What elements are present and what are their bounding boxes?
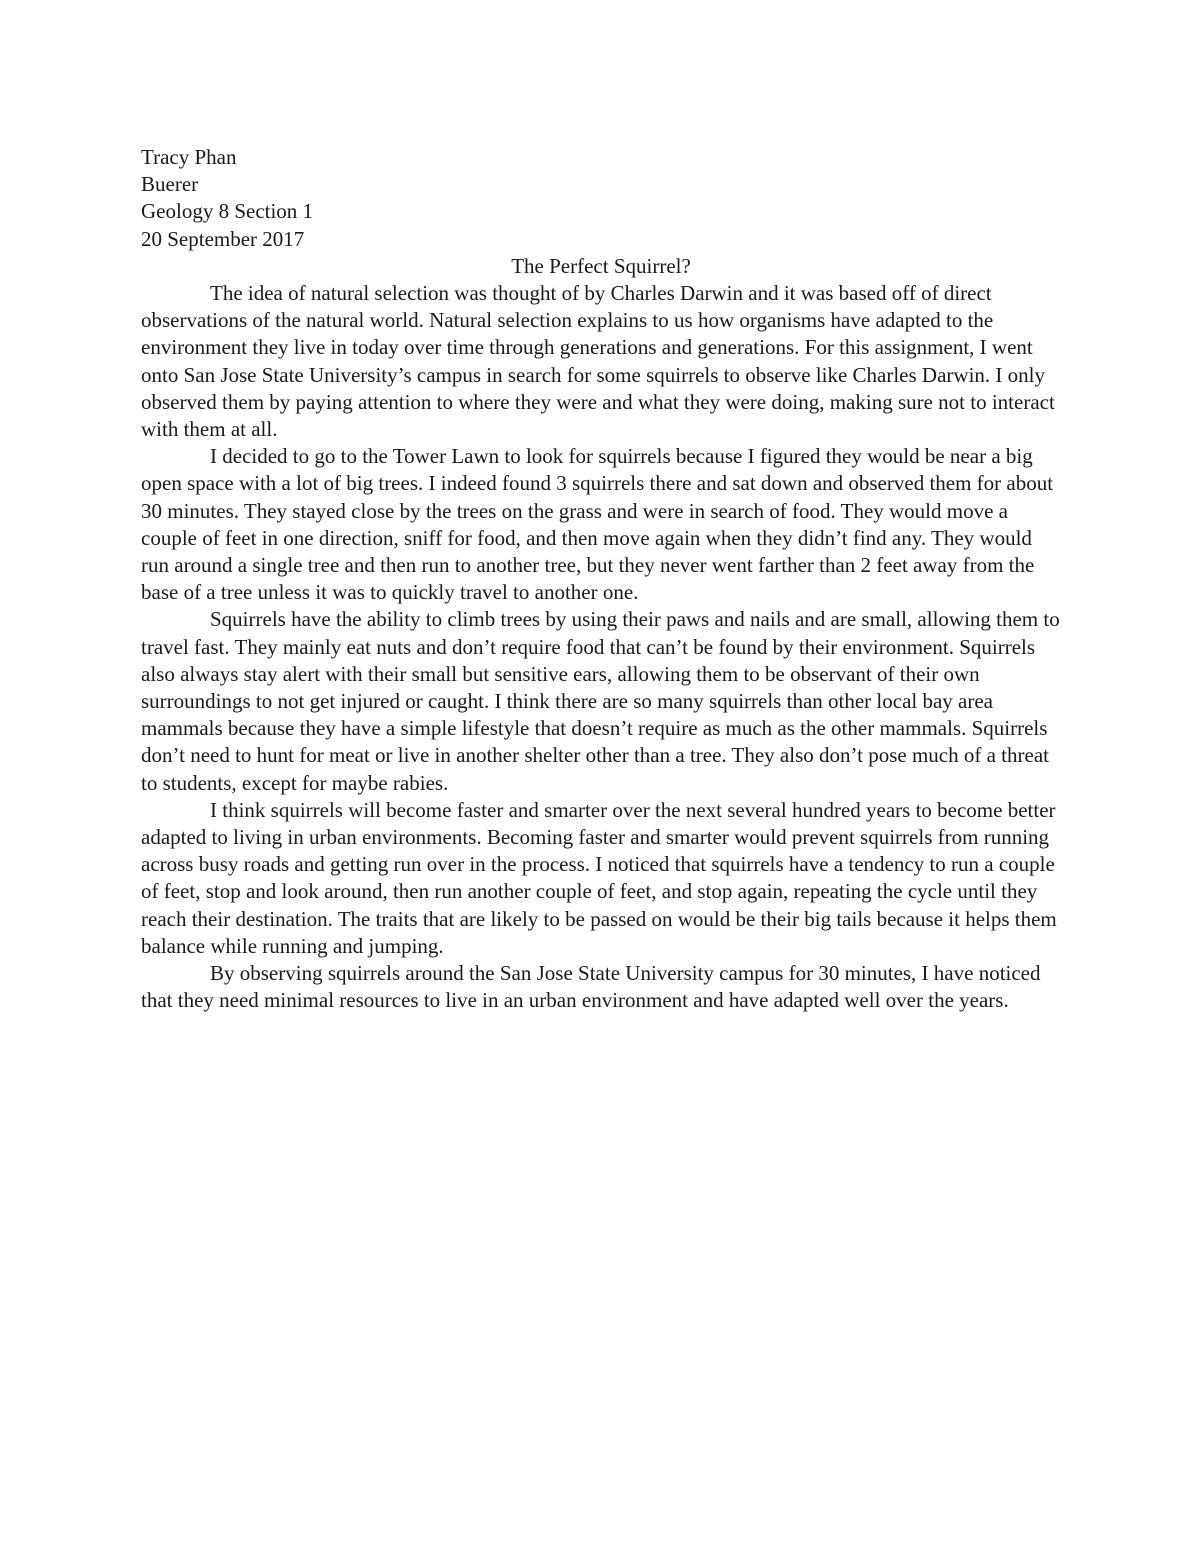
document-body [141,144,1061,1015]
paragraph-1: The idea of natural selection was thought of by Charles Darwin and it was based off of direct observations of the natural world. Natural selection explains to us how organisms have adapted to the environment they live in today over time through generations and generations. For this assignment, I went onto San Jose State University’s campus in search for some squirrels to observe like Charles Darwin. I only observed them by paying attention to where they were and what they were doing, making sure not to interact with them at all. [141,281,1055,442]
author-name: Tracy Phan [141,145,237,169]
paragraph-5: By observing squirrels around the San Jose State University campus for 30 minutes, I have noticed that they need minimal resources to live in an urban environment and have adapted well over the years. [141,961,1041,1013]
paragraph-3: Squirrels have the ability to climb trees by using their paws and nails and are small, allowing them to travel fast. They mainly eat nuts and don’t require food that can’t be found by their environment. Squirrels also always stay alert with their small but sensitive ears, allowing them to be observant of their own surroundings to not get injured or caught. I think there are so many squirrels than other local bay area mammals because they have a simple lifestyle that doesn’t require as much as the other mammals. Squirrels don’t need to hunt for meat or live in another shelter other than a tree. They also don’t pose much of a threat to students, except for maybe rabies. [141,607,1060,795]
essay-date: 20 September 2017 [141,226,305,251]
essay-title: The Perfect Squirrel? [511,253,691,278]
instructor-name: Buerer [141,172,199,197]
paragraph-2: I decided to go to the Tower Lawn to look for squirrels because I figured they would be near a big open space with a lot of big trees. I indeed found 3 squirrels there and sat down and observed them for about 30 minutes. They stayed close by the trees on the grass and were in search of food. They would move a couple of feet in one direction, sniff for food, and then move again when they didn’t find any. They would run around a single tree and then run to another tree, but they never went farther than 2 feet away from the base of a tree unless it was to quickly travel to another one. [141,444,1054,605]
paragraph-4: I think squirrels will become faster and smarter over the next several hundred years to become better adapted to living in urban environments. Becoming faster and smarter would prevent squirrels from running across busy roads and getting run over in the process. I noticed that squirrels have a tendency to run a couple of feet, stop and look around, then run another couple of feet, and stop again, repeating the cycle until they reach their destination. The traits that are likely to be passed on would be their big tails because it helps them balance while running and jumping. [141,797,1057,958]
course-name: Geology 8 Section 1 [141,199,314,224]
